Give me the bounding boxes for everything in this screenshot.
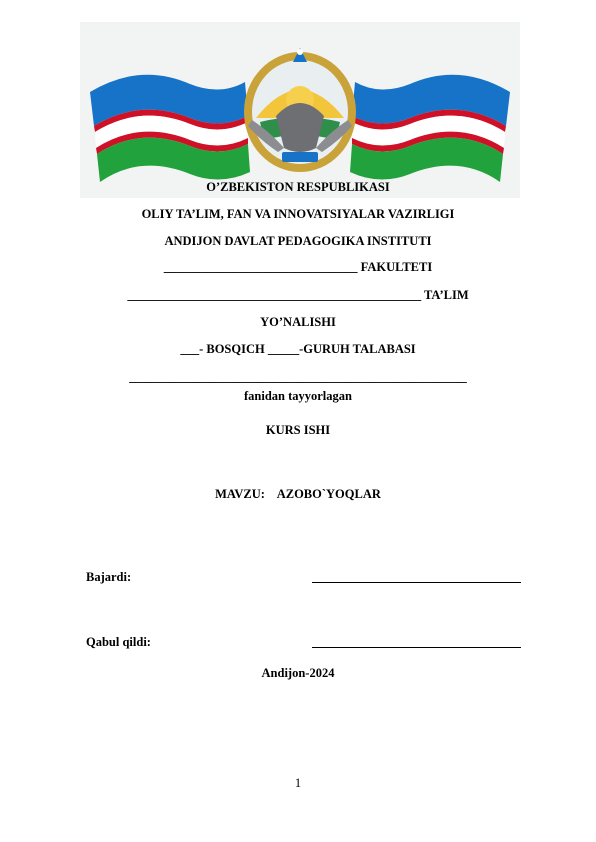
course-blank: ___ [180,342,200,356]
faculty-blank: _______________________________ [163,260,358,274]
direction-label: TA’LIM [423,288,469,302]
institute-title: ANDIJON DAVLAT PEDAGOGIKA INSTITUTI [164,234,432,248]
direction-line [0,288,596,303]
subject-blank: ______________________________________________________ [129,370,467,384]
topic-label: MAVZU: [215,487,265,501]
performed-signature-line [312,582,521,583]
performed-label: Bajardi: [86,570,132,584]
accepted-label: Qabul qildi: [86,635,151,649]
state-emblem-banner [80,22,520,198]
topic-value: AZOBO`YOQLAR [276,487,381,501]
topic-line [0,487,596,502]
faculty-line [0,260,596,275]
faculty-label: FAKULTETI [360,260,433,274]
group-blank: _____ [267,342,300,356]
place-year: Andijon-2024 [261,666,335,680]
course-label: - BOSQICH [199,342,265,356]
direction-blank: _______________________________________________ [127,288,422,302]
left-flag [90,75,250,182]
course-group-line [0,342,596,357]
work-type: KURS ISHI [265,423,331,437]
page-number: 1 [294,776,302,790]
accepted-signature-line [312,647,521,648]
right-flag [350,75,510,182]
republic-title: O’ZBEKISTON RESPUBLIKASI [206,180,390,194]
ministry-title: OLIY TA’LIM, FAN VA INNOVATSIYALAR VAZIRLIGI [141,207,455,221]
direction-label-2: YO’NALISHI [260,315,336,329]
group-label: -GURUH TALABASI [299,342,416,356]
subject-caption: fanidan tayyorlagan [243,389,352,403]
